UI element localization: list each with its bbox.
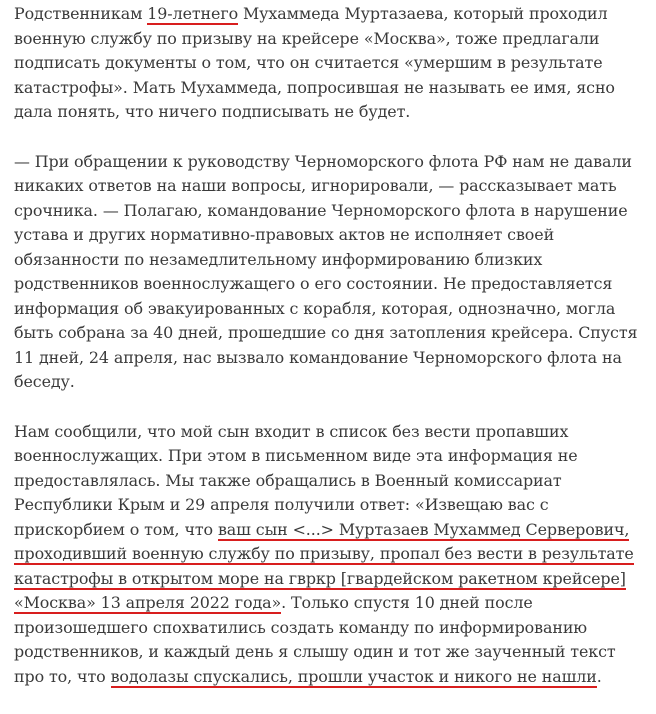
text-line: устава и других нормативно-правовых актов не исполняет своей bbox=[14, 225, 555, 244]
underlined-quote: «Москва» 13 апреля 2022 года» bbox=[14, 593, 282, 612]
text-line bbox=[14, 567, 650, 592]
underlined-quote: катастрофы в открытом море на гвркр [гвардейском ракетном крейсере] bbox=[14, 568, 626, 588]
underlined-phrase: водолазы спускались, прошли участок и никого не нашли bbox=[110, 666, 597, 686]
text-line: быть собрана за 40 дней, прошедшие со дня затопления крейсера. Спустя bbox=[14, 323, 638, 342]
article-body bbox=[14, 2, 650, 714]
text-span: . bbox=[596, 666, 602, 686]
text-line: никаких ответов на наши вопросы, игнорировали, — рассказывает мать bbox=[14, 176, 617, 195]
text-line: 11 дней, 24 апреля, нас вызвало командование Черноморского флота на bbox=[14, 347, 622, 367]
text-line: родственников военнослужащего о его состоянии. Не предоставляется bbox=[14, 274, 613, 293]
text-line bbox=[14, 518, 650, 543]
text-span: про то, что bbox=[14, 666, 111, 686]
text-line: Нам сообщили, что мой сын входит в список без вести пропавших bbox=[14, 421, 569, 441]
text-line: подписать документы о том, что он считается «умершим в результате bbox=[14, 53, 603, 72]
underlined-quote: проходивший военную службу по призыву, пропал без вести в результате bbox=[14, 544, 634, 563]
text-line bbox=[14, 591, 650, 616]
underlined-age: 19-летнего bbox=[147, 4, 239, 23]
text-line: Республики Крым и 29 апреля получили ответ: «Извещаю вас с bbox=[14, 495, 549, 514]
text-line: произошедшего спохватились создать команду по информированию bbox=[14, 617, 588, 637]
text-line bbox=[14, 665, 650, 690]
text-span: Родственникам bbox=[14, 4, 148, 23]
text-line bbox=[14, 2, 650, 27]
text-line: предоставлялась. Мы также обращались в Военный комиссариат bbox=[14, 470, 562, 490]
text-line: информация об эвакуированных с корабля, которая, однозначно, могла bbox=[14, 298, 616, 318]
paragraph-1 bbox=[14, 2, 650, 125]
text-line: обязанности по незамедлительному информированию близких bbox=[14, 249, 543, 269]
paragraph-2 bbox=[14, 150, 650, 395]
text-line: военную службу по призыву на крейсере «Москва», тоже предлагали bbox=[14, 28, 600, 48]
text-line: — При обращении к руководству Черноморского флота РФ нам не давали bbox=[14, 151, 632, 171]
paragraph-3 bbox=[14, 420, 650, 690]
text-span: прискорбием о том, что bbox=[14, 519, 218, 539]
text-line bbox=[14, 542, 650, 567]
underlined-quote: ваш сын <...> Муртазаев Мухаммед Серверович, bbox=[217, 519, 630, 539]
text-span: Мухаммеда Муртазаева, который проходил bbox=[238, 4, 608, 23]
text-line: беседу. bbox=[14, 372, 75, 391]
text-line: срочника. — Полагаю, командование Черноморского флота в нарушение bbox=[14, 200, 628, 220]
text-line: дала понять, что ничего подписывать не будет. bbox=[14, 102, 411, 121]
text-span: . Только спустя 10 дней после bbox=[281, 593, 533, 612]
text-line: катастрофы». Мать Мухаммеда, попросившая не называть ее имя, ясно bbox=[14, 77, 615, 97]
text-line: родственников, и каждый день я слышу один и тот же заученный текст bbox=[14, 642, 616, 661]
text-line: военнослужащих. При этом в письменном виде эта информация не bbox=[14, 446, 578, 465]
